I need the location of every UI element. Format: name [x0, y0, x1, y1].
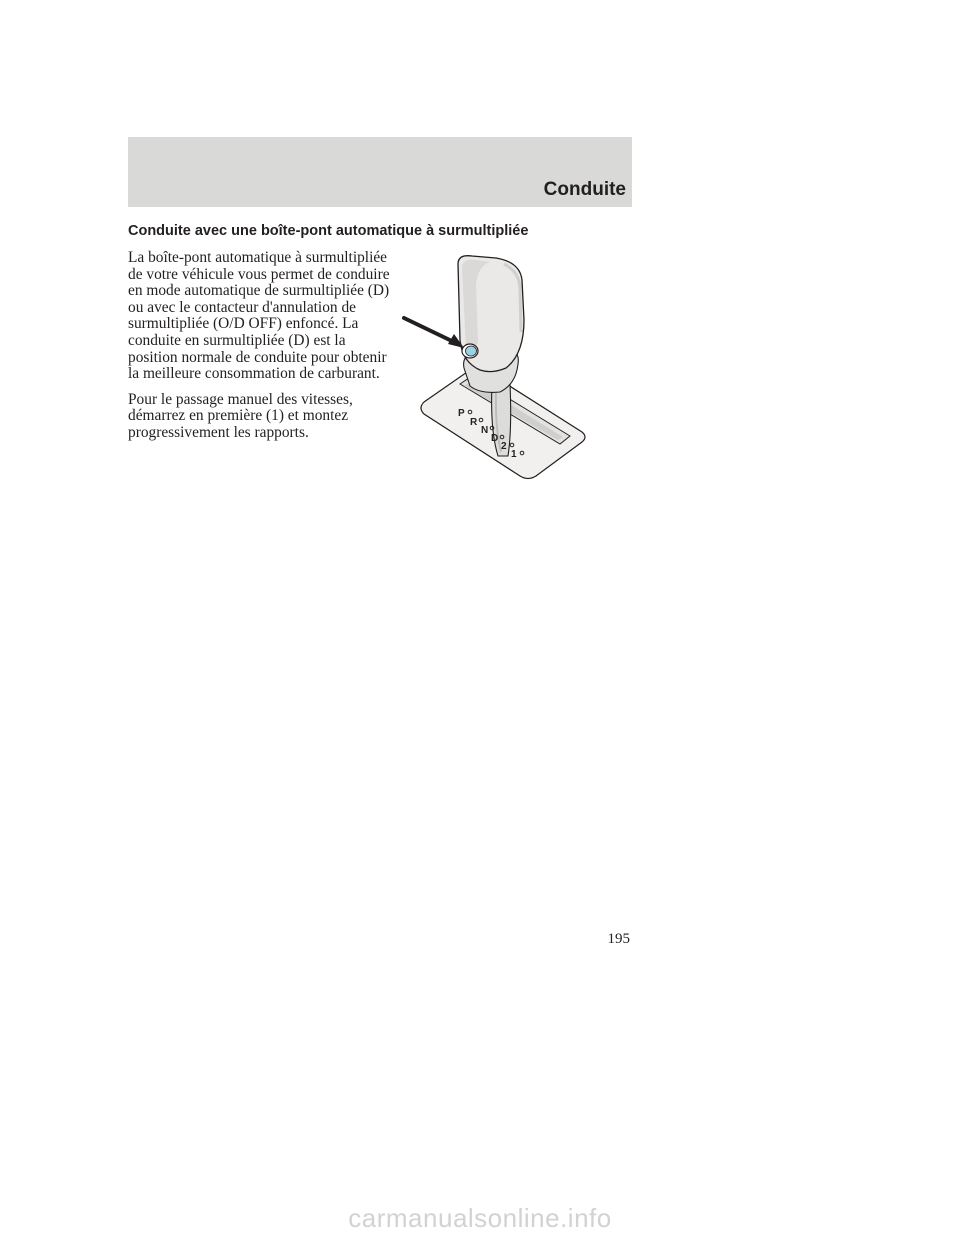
gear-label: R: [470, 417, 478, 428]
gear-shifter-illustration: [400, 250, 590, 486]
section-heading: Conduite avec une boîte-pont automatique à surmultipliée: [128, 223, 529, 239]
gear-shifter-svg: [400, 250, 590, 486]
paragraph-intro: La boîte-pont automatique à surmultipliée de votre véhicule vous permet de conduire en mode automatique de surmultipliée (D) ou avec le contacteur d'annulation de surmultipliée (O/D OFF) enfoncé. La conduite en surmultipliée (D) est la position normale de conduite pour obtenir la meilleure consommation de carburant.: [128, 249, 390, 383]
page-number: 195: [607, 931, 630, 947]
gear-label: P: [458, 408, 465, 419]
paragraph-manual-shift: Pour le passage manuel des vitesses, démarrez en première (1) et montez progressivement les rapports.: [128, 390, 353, 441]
header-title: Conduite: [543, 179, 626, 200]
gear-label: D: [491, 433, 499, 444]
gear-label: N: [481, 425, 489, 436]
header-band: [128, 137, 632, 207]
arrow-pointer-line: [404, 318, 456, 343]
body-text: [128, 250, 390, 451]
gear-label: 1: [511, 449, 517, 460]
gear-label: 2: [501, 441, 507, 452]
overdrive-button: [466, 346, 477, 356]
watermark: carmanualsonline.info: [348, 1203, 612, 1233]
